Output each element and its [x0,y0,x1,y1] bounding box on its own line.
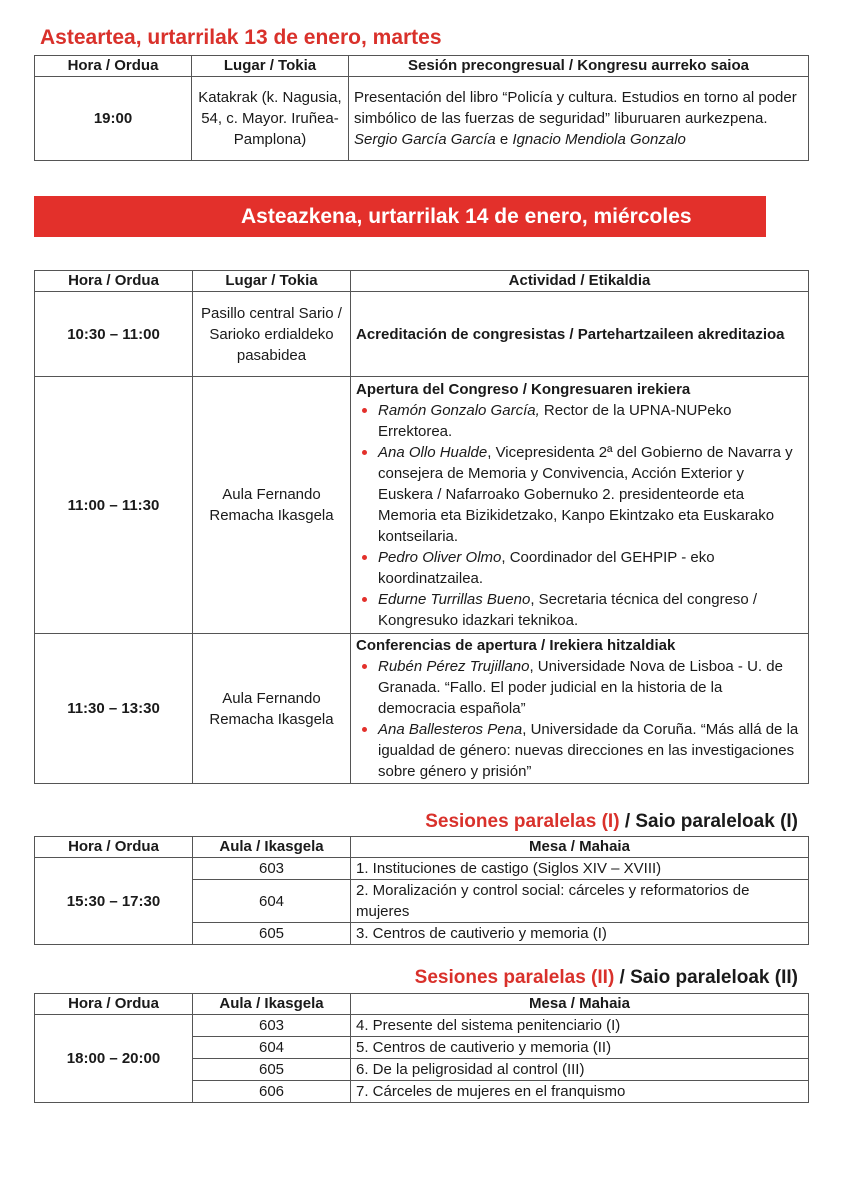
row-table: 2. Moralización y control social: cárceles y reformatorios de mujeres [351,880,809,923]
header-time: Hora / Ordua [35,837,193,858]
row-activity [351,377,809,634]
author-name: Sergio García García [354,131,496,148]
header-place: Lugar / Tokia [193,271,351,292]
row-place: Aula Fernando Remacha Ikasgela [193,634,351,784]
speaker-role: Rector de la UPNA-NUPeko Errektorea. [378,402,732,440]
header-table: Mesa / Mahaia [351,837,809,858]
list-item [378,547,803,589]
activity-text: Presentación del libro “Policía y cultura. Estudios en torno al poder simbólico de las fuerzas de seguridad” liburuaren aurkezpena. [354,89,797,127]
speaker-name: Rubén Pérez Trujillano [378,658,530,675]
parallel2-title-eu: / Saio paraleloak (II) [614,967,798,988]
row-room: 606 [193,1081,351,1103]
row-room: 603 [193,1015,351,1037]
row-place: Aula Fernando Remacha Ikasgela [193,377,351,634]
speaker-name: Ana Ballesteros Pena [378,721,523,738]
author-name: Ignacio Mendiola Gonzalo [512,131,686,148]
day2-title-banner: Asteazkena, urtarrilak 14 de enero, miércoles [34,196,766,237]
speaker-name: Pedro Oliver Olmo [378,549,502,566]
parallel1-title [425,811,798,833]
header-room: Aula / Ikasgela [193,837,351,858]
table-row [35,1015,809,1037]
row-room: 603 [193,858,351,880]
parallel1-table [34,836,809,945]
row-room: 604 [193,880,351,923]
list-item [378,589,803,631]
table-row [35,634,809,784]
speaker-list [356,656,803,782]
row-room: 604 [193,1037,351,1059]
row-table: 5. Centros de cautiverio y memoria (II) [351,1037,809,1059]
table-header-row [35,837,809,858]
speaker-talk: , Universidade Nova de Lisboa - U. de Granada. “Fallo. El poder judicial en la historia de la democracia española” [378,658,783,717]
table-row [35,77,809,161]
row-table: 3. Centros de cautiverio y memoria (I) [351,923,809,945]
table-header-row [35,994,809,1015]
day1-title: Asteartea, urtarrilak 13 de enero, martes [40,26,442,49]
speaker-name: Ana Ollo Hualde [378,444,488,461]
row-time: 15:30 – 17:30 [35,858,193,945]
header-room: Aula / Ikasgela [193,994,351,1015]
parallel2-title-es: Sesiones paralelas (II) [414,967,615,988]
row-room: 605 [193,923,351,945]
activity-title: Apertura del Congreso / Kongresuaren irekiera [356,381,691,398]
table-header-row [35,271,809,292]
row-activity-title: Acreditación de congresistas / Partehartzaileen akreditazioa [351,292,809,377]
table-row [35,292,809,377]
speaker-role: , Secretaria técnica del congreso / Kongresuko idazkari teknikoa. [378,591,758,629]
row-activity [349,77,809,161]
row-time: 19:00 [35,77,192,161]
parallel2-title [415,967,798,989]
author-join: e [495,131,513,148]
row-activity [351,634,809,784]
row-time: 11:30 – 13:30 [35,634,193,784]
table-header-row [35,56,809,77]
header-session: Sesión precongresual / Kongresu aurreko saioa [349,56,809,77]
header-time: Hora / Ordua [35,994,193,1015]
speaker-role: , Coordinador del GEHPIP - eko koordinatzailea. [378,549,715,587]
row-place: Pasillo central Sario / Sarioko erdialdeko pasabidea [193,292,351,377]
row-time: 18:00 – 20:00 [35,1015,193,1103]
header-activity: Actividad / Etikaldia [351,271,809,292]
row-time: 11:00 – 11:30 [35,377,193,634]
parallel2-table [34,993,809,1103]
speaker-talk: , Universidade da Coruña. “Más allá de la igualdad de género: nuevas direcciones en las investigaciones sobre género y prisión” [378,721,799,780]
row-place: Katakrak (k. Nagusia, 54, c. Mayor. Iruñea-Pamplona) [192,77,349,161]
header-time: Hora / Ordua [35,271,193,292]
row-table: 1. Instituciones de castigo (Siglos XIV – XVIII) [351,858,809,880]
activity-title: Conferencias de apertura / Irekiera hitzaldiak [356,637,676,654]
speaker-role: , Vicepresidenta 2ª del Gobierno de Navarra y consejera de Memoria y Convivencia, Acción Exterior y Euskera / Nafarroako Gobernuko 2. presidenteorde eta Memoria eta Bizikidetzako, Kanpo Ekintzako eta Euskarako kontseilaria. [378,444,793,545]
row-table: 4. Presente del sistema penitenciario (I) [351,1015,809,1037]
parallel1-title-eu: / Saio paraleloak (I) [619,811,798,832]
row-table: 6. De la peligrosidad al control (III) [351,1059,809,1081]
row-table: 7. Cárceles de mujeres en el franquismo [351,1081,809,1103]
header-time: Hora / Ordua [35,56,192,77]
speaker-list [356,400,803,631]
day1-table [34,55,809,161]
list-item [378,656,803,719]
row-room: 605 [193,1059,351,1081]
list-item [378,442,803,547]
table-row [35,858,809,880]
list-item [378,719,803,782]
parallel1-title-es: Sesiones paralelas (I) [425,811,620,832]
header-table: Mesa / Mahaia [351,994,809,1015]
day2-table [34,270,809,784]
list-item [378,400,803,442]
header-place: Lugar / Tokia [192,56,349,77]
row-time: 10:30 – 11:00 [35,292,193,377]
speaker-name: Ramón Gonzalo García, [378,402,540,419]
table-row [35,377,809,634]
speaker-name: Edurne Turrillas Bueno [378,591,531,608]
